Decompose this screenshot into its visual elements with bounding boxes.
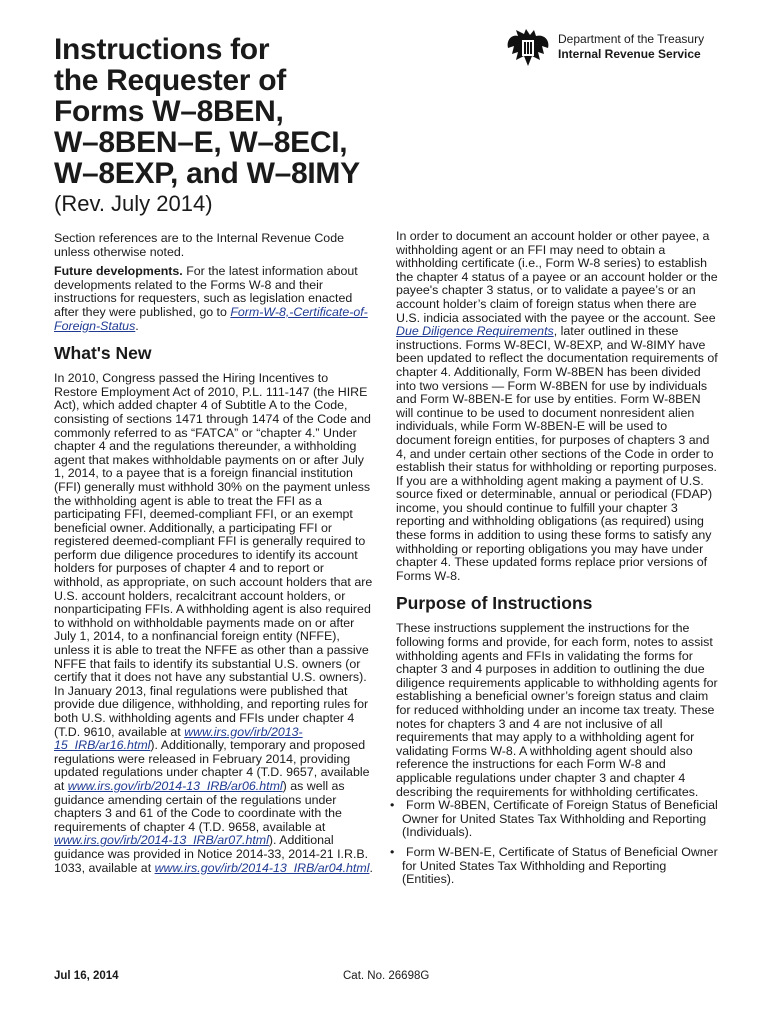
text-fragment: In 2010, Congress passed the Hiring Incentives to Restore Employment Act of 2010, P.L. 111-147 (the HIRE Act), which added chapter 4 of Subtitle A to the Code, consisting of sections 1471 through 1474 of the Code and commonly referred to as “FATCA” or “chapter 4.” Under chapter 4 and the regulations thereunder, a withholding agent that makes withholdable payments on or after July 1, 2014, to a payee that is a foreign financial institution (FFI) generally must withhold 30% on the payment unless the withholding agent is able to treat the FFI as a participating FFI, deemed-compliant FFI, or an exempt beneficial owner. Additionally, a participating FFI or registered deemed-compliant FFI is generally required to perform due diligence procedures to identify its account holders for purposes of chapter 4 and to report or withhold, as appropriate, on such account holders that are U.S. account holders, recalcitrant account holders, or nonparticipating FFIs. A withholding agent is also required to withhold on withholdable payments made on or after July 1, 2014, to a nonfinancial foreign entity (NFFE), unless it is able to treat the NFFE as other than a passive NFFE that fails to identify its substantial U.S. owners (or certify that it does not have any substantial U.S. owners). In January 2013, final regulations were published that provide due diligence, withholding, and reporting rules for both U.S. withholding agents and FFIs under chapter 4 (T.D. 9610, available at	[54, 371, 373, 739]
right-column	[390, 229, 718, 893]
title-line: Instructions for	[54, 33, 270, 66]
title-line: the Requester of	[54, 64, 286, 97]
title-line: W–8BEN–E, W–8ECI,	[54, 126, 348, 159]
documentation-paragraph	[396, 230, 718, 583]
text-fragment: ) as well as guidance amending certain of the regulations under chapters 3 and 61 of the Code to coordinate with the requirements of chapter 4 (T.D. 9658, available at	[54, 778, 345, 834]
title-line: Forms W–8BEN,	[54, 95, 284, 128]
irb-link[interactable]: www.irs.gov/irb/2014-13_IRB/ar07.html	[54, 833, 269, 848]
bullet-icon: •	[390, 798, 395, 813]
irb-link[interactable]: www.irs.gov/irb/2013-15_IRB/ar16.html	[54, 724, 303, 753]
form-list-item	[390, 844, 718, 887]
text-fragment: , later outlined in these instructions. Forms W-8ECI, W-8EXP, and W-8IMY have been updated to reflect the documentation requirements of chapter 4. Additionally, Form W-8BEN has been divided into two versions — Form W-8BEN for use by individuals and Form W-8BEN-E for use by entities. Form W-8BEN will continue to be used to document nonresident alien individuals, while Form W-8BEN-E will be used to document foreign entities, for purposes of chapters 3 and 4, and under certain other sections of the Code in order to establish their status for withholding or reporting purposes. If you are a withholding agent making a payment of U.S. source fixed or determinable, annual or periodical (FDAP) income, you should continue to fulfill your chapter 3 reporting and withholding obligations (as required) using these forms in addition to using these forms to satisfy any withholding or reporting obligations you may have under chapter 4. These updated forms replace prior versions of Forms W-8.	[396, 324, 718, 583]
text-fragment: In order to document an account holder or other payee, a withholding agent or an FFI may need to obtain a withholding certificate (i.e., Form W-8 series) to establish the chapter 4 status of a payee or an account holder or the payee's chapter 3 status, or to validate a payee’s or an account holder’s claim of foreign status when there are U.S. indicia associated with the payee or the account. See	[396, 229, 718, 325]
form-list-item-text: Form W-BEN-E, Certificate of Status of Beneficial Owner for United States Tax Withholding and Reporting (Entities).	[402, 844, 718, 887]
due-diligence-link[interactable]: Due Diligence Requirements	[396, 324, 554, 339]
catalog-number: Cat. No. 26698G	[343, 970, 430, 982]
agency-name: Internal Revenue Service	[558, 47, 701, 61]
text-fragment: .	[369, 860, 373, 875]
purpose-paragraph: These instructions supplement the instructions for the following forms and provide, for each form, notes to assist withholding agents and FFIs in validating the forms for chapter 3 and 4 purposes in addition to outlining the due diligence requirements applicable to withholding agents for establishing a beneficial owner’s foreign status and claim for reduced withholding under an income tax treaty. These notes for chapters 3 and 4 are not inclusive of all requirements that may apply to a withholding agent for validating Forms W-8. A withholding agent should also reference the instructions for each Form W-8 and applicable regulations under chapter 3 and chapter 4 describing the requirements for withholding certificates.	[396, 621, 718, 799]
future-developments-link[interactable]: Form-W-8,-Certificate-of-Foreign-Status	[54, 304, 368, 333]
intro-paragraph: Section references are to the Internal Revenue Code unless otherwise noted.	[54, 231, 344, 259]
whats-new-paragraph	[54, 372, 374, 875]
bullet-icon: •	[390, 844, 395, 859]
future-developments-lead: Future developments.	[54, 264, 183, 279]
department-name: Department of the Treasury	[558, 32, 705, 46]
form-list-item-text: Form W-8BEN, Certificate of Foreign Status of Beneficial Owner for United States Tax Withholding and Reporting (Individuals).	[402, 798, 718, 840]
text-fragment: ). Additionally, temporary and proposed regulations were released in February 2014, providing updated regulations under chapter 4 (T.D. 9657, available at	[54, 738, 370, 793]
irb-link[interactable]: www.irs.gov/irb/2014-13_IRB/ar04.html	[154, 860, 370, 875]
future-developments-text: For the latest information about developments related to the Forms W-8 and their instructions for requesters, such as legislation enacted after they were published, go to	[54, 264, 358, 319]
irb-link[interactable]: www.irs.gov/irb/2014-13_IRB/ar06.html	[67, 778, 283, 793]
left-column	[54, 232, 374, 875]
revision-date: (Rev. July 2014)	[54, 191, 213, 216]
whats-new-heading: What's New	[54, 343, 152, 364]
title-line: W–8EXP, and W–8IMY	[54, 157, 360, 190]
text-fragment: ). Additional guidance was provided in Notice 2014-33, 2014-21 I.R.B. 1033, available at	[54, 833, 369, 875]
footer-date: Jul 16, 2014	[54, 970, 119, 982]
document-title	[54, 34, 474, 217]
purpose-heading: Purpose of Instructions	[396, 593, 593, 614]
form-list-item	[390, 798, 718, 840]
agency-header	[504, 28, 744, 76]
text-fragment: .	[135, 318, 139, 333]
irs-eagle-logo-icon	[504, 28, 552, 70]
future-developments-paragraph	[54, 265, 374, 333]
